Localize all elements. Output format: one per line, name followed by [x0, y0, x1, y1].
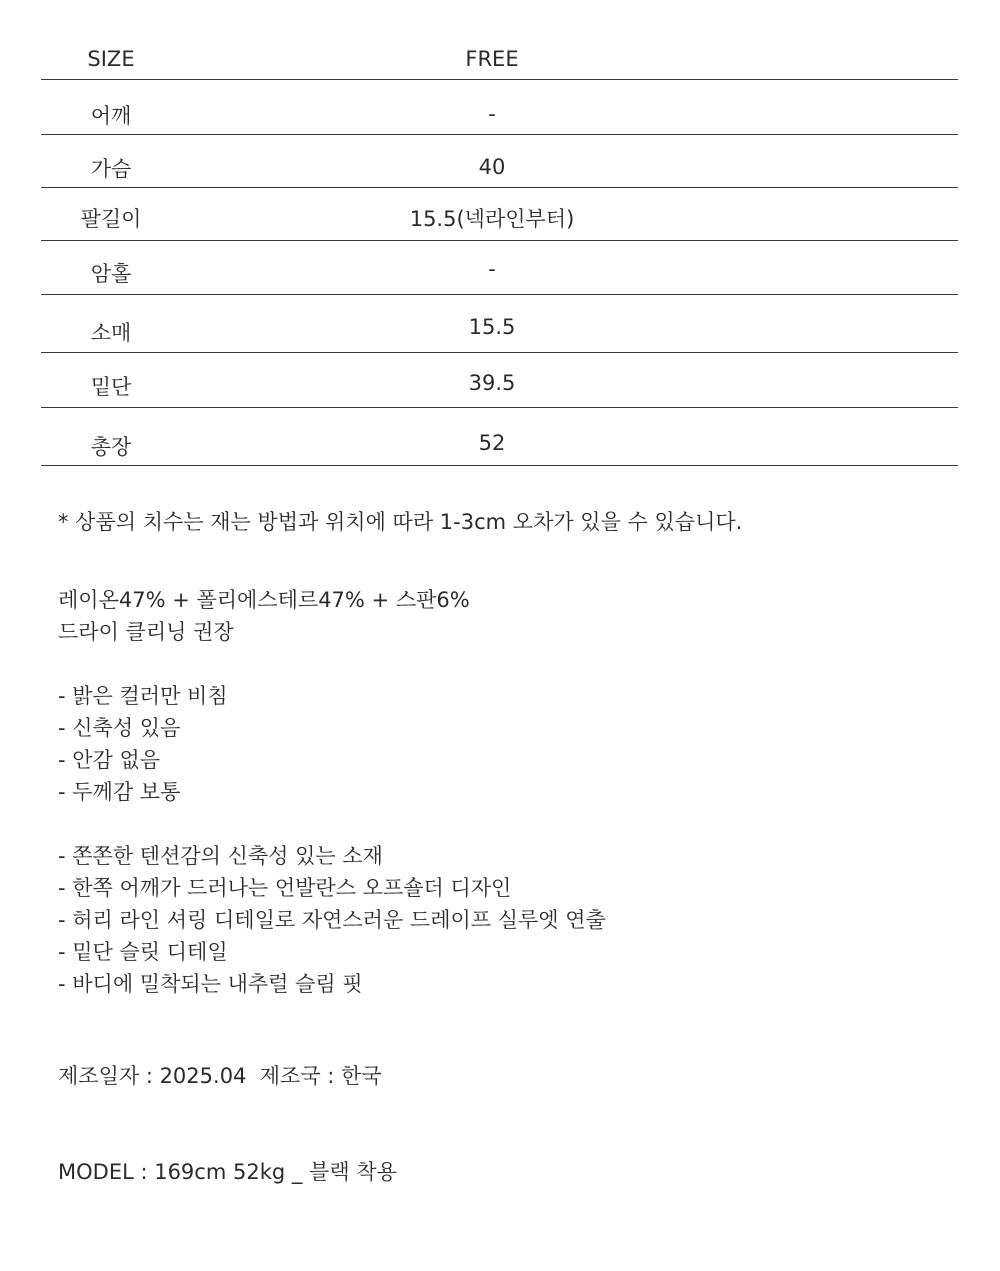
care-instruction: 드라이 클리닝 권장 — [58, 620, 234, 644]
row-value: 52 — [478, 431, 506, 455]
list-item: - 한쪽 어깨가 드러나는 언발란스 오프숄더 디자인 — [58, 876, 512, 900]
row-label: 소매 — [90, 321, 132, 345]
list-item: - 밑단 슬릿 디테일 — [58, 940, 228, 964]
list-item: - 두께감 보통 — [58, 780, 181, 804]
size-header-label: SIZE — [87, 47, 135, 71]
measurement-notice: * 상품의 치수는 재는 방법과 위치에 따라 1-3cm 오차가 있을 수 있습니다. — [58, 510, 743, 534]
list-item: - 안감 없음 — [58, 748, 161, 772]
row-value: 15.5(넥라인부터) — [409, 207, 575, 231]
material-composition: 레이온47% + 폴리에스테르47% + 스판6% — [58, 588, 470, 612]
row-label: 팔길이 — [80, 207, 142, 231]
table-row — [41, 188, 958, 241]
size-table-header — [41, 40, 958, 80]
product-notes — [58, 506, 742, 1000]
size-header-value: FREE — [465, 47, 519, 71]
size-table — [41, 40, 958, 466]
list-item: - 신축성 있음 — [58, 716, 181, 740]
table-row — [41, 241, 958, 295]
row-value: 15.5 — [468, 315, 516, 339]
table-row — [41, 295, 958, 353]
table-row — [41, 408, 958, 466]
model-info: MODEL : 169cm 52kg _ 블랙 착용 — [58, 1160, 397, 1184]
list-item: - 밝은 컬러만 비침 — [58, 684, 228, 708]
row-label: 가슴 — [90, 157, 132, 181]
row-label: 총장 — [90, 435, 132, 459]
list-item: - 쫀쫀한 텐션감의 신축성 있는 소재 — [58, 844, 383, 868]
row-label: 어깨 — [90, 104, 132, 128]
row-label: 밑단 — [90, 375, 132, 399]
table-row — [41, 135, 958, 188]
list-item: - 바디에 밀착되는 내추럴 슬림 핏 — [58, 972, 363, 996]
row-value: 39.5 — [468, 371, 516, 395]
row-label: 암홀 — [90, 262, 132, 286]
table-row — [41, 80, 958, 135]
manufacture-info: 제조일자 : 2025.04 제조국 : 한국 — [58, 1064, 382, 1088]
table-row — [41, 353, 958, 408]
row-value: 40 — [478, 155, 506, 179]
list-item: - 허리 라인 셔링 디테일로 자연스러운 드레이프 실루엣 연출 — [58, 908, 606, 932]
row-value: - — [488, 102, 496, 126]
row-value: - — [488, 257, 496, 281]
